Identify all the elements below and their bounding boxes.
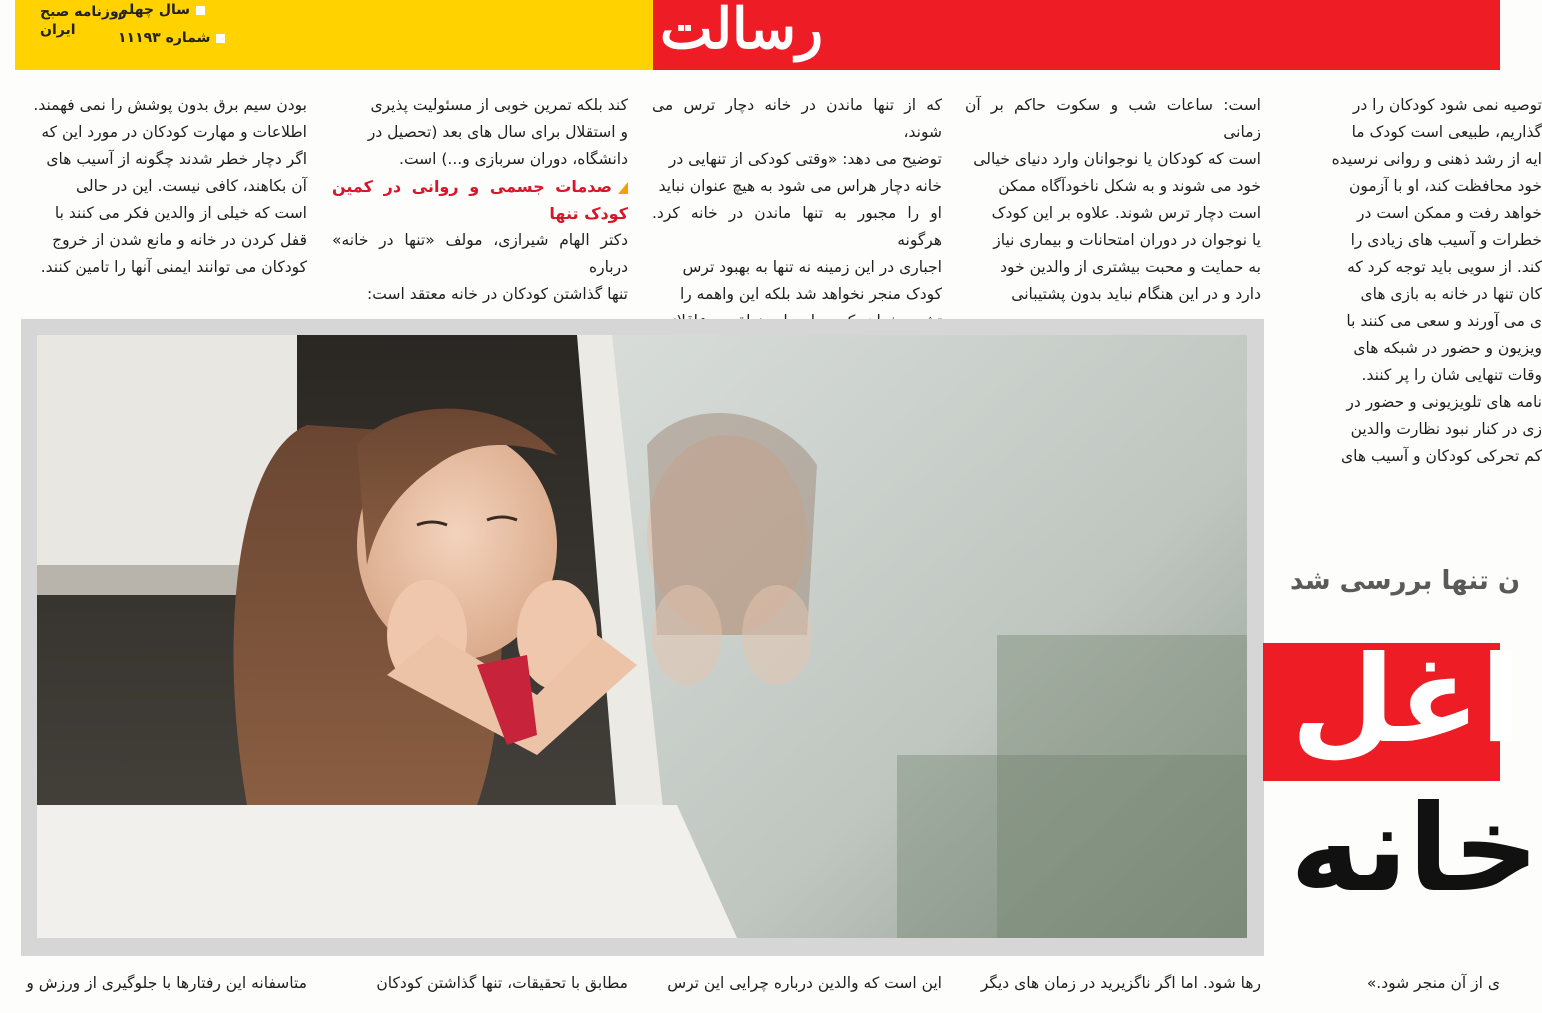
issue-row: [118, 30, 225, 46]
column-line: نامه های تلویزیونی و حضور در: [1346, 393, 1542, 411]
column-line: کودک منجر نخواهد شد بلکه این واهمه را: [679, 285, 942, 303]
column-line: کودکان می توانند ایمنی آنها را تامین کنند.: [40, 258, 307, 276]
subheading-text: صدمات جسمی و روانی در کمین کودک تنها: [332, 177, 628, 223]
girl-at-window-illustration: [37, 335, 1247, 938]
square-bullet-icon: [216, 34, 225, 43]
column-line: خود محافظت کند، او با آزمون: [1348, 177, 1542, 195]
column-line: دارد و در این هنگام نباید بدون پشتیبانی: [1011, 285, 1261, 303]
article-column-1: [15, 92, 307, 281]
column-line: یا نوجوان در دوران امتحانات و بیماری نیاز: [993, 231, 1261, 249]
year-row: [118, 2, 205, 18]
column-line: آن بکاهند، کافی نیست. این در حالی: [76, 177, 307, 195]
column-line: توصیه نمی شود کودکان را در: [1352, 96, 1542, 114]
bottom-column-2-line: مطابق با تحقیقات، تنها گذاشتن کودکان: [376, 974, 628, 992]
column-line: کم تحرکی کودکان و آسیب های: [1341, 447, 1542, 465]
column-line: خانه دچار هراس می شود به هیچ عنوان نباید: [658, 177, 942, 195]
column-line: او را مجبور به تنها ماندن در خانه کرد. هرگونه: [652, 204, 942, 249]
column-line: خواهد رفت و ممکن است در: [1357, 204, 1542, 222]
article-column-5: [1282, 92, 1542, 470]
column-line: اطلاعات و مهارت کودکان در مورد این که: [41, 123, 307, 141]
year-label: سال چهلم: [118, 2, 191, 18]
column-line: توضیح می دهد: «وقتی کودکی از تنهایی در: [668, 150, 942, 168]
column-line: است دچار ترس شوند. علاوه بر این کودک: [991, 204, 1261, 222]
column-line: است که خیلی از والدین فکر می کنند با: [54, 204, 307, 222]
newspaper-logo: رسالت: [660, 0, 824, 62]
column-line: ی می آورند و سعی می کنند با: [1346, 312, 1542, 330]
column-line: زی در کنار نبود نظارت والدین: [1350, 420, 1542, 438]
headline-kicker: ن تنها بررسی شد: [1290, 566, 1521, 596]
column-line: کند بلکه تمرین خوبی از مسئولیت پذیری: [370, 96, 628, 114]
bottom-column-1-line: متاسفانه این رفتارها با جلوگیری از ورزش و: [26, 974, 307, 992]
column-line: کان تنها در خانه به بازی های: [1360, 285, 1542, 303]
headline-black-text: خانه: [1290, 780, 1540, 919]
bottom-column-4-line: رها شود. اما اگر ناگزیرید در زمان های دیگر: [980, 974, 1261, 992]
section-subheading: [332, 173, 628, 227]
column-line: قفل کردن در خانه و مانع شدن از خروج: [52, 231, 307, 249]
column-line: است: ساعات شب و سکوت حاکم بر آن زمانی: [965, 96, 1261, 141]
column-line: خود می شوند و به شکل ناخودآگاه ممکن: [998, 177, 1261, 195]
bottom-column-3-line: این است که والدین درباره چرایی این ترس: [667, 974, 942, 992]
column-line: اگر دچار خطر شدند چگونه از آسیب های: [46, 150, 307, 168]
column-line: به حمایت و محبت بیشتری از والدین خود: [1000, 258, 1261, 276]
article-column-2: [332, 92, 628, 308]
column-line: بودن سیم برق بدون پوشش را نمی فهمند.: [33, 96, 307, 114]
column-line: خطرات و آسیب های زیادی را: [1350, 231, 1542, 249]
subhead-marker-icon: [618, 182, 628, 194]
bottom-column-5-line: ی از آن منجر شود.»: [1366, 974, 1500, 992]
column-line: است که کودکان یا نوجوانان وارد دنیای خیالی: [973, 150, 1261, 168]
headline-red-box: [1263, 631, 1522, 781]
brand-line-1: روزنامه صبح: [40, 4, 127, 20]
square-bullet-icon: [196, 6, 205, 15]
column-line: کند. از سویی باید توجه کرد که: [1347, 258, 1542, 276]
column-line: دکتر الهام شیرازی، مولف «تنها در خانه» درباره: [332, 231, 628, 276]
column-line: ایه از رشد ذهنی و روانی نرسیده: [1331, 150, 1542, 168]
column-line: اجباری در این زمینه نه تنها به بهبود ترس: [682, 258, 942, 276]
column-line: که از تنها ماندن در خانه دچار ترس می شوند،: [652, 96, 942, 141]
brand-line-2: ایران: [40, 22, 76, 38]
article-photo: [37, 335, 1247, 938]
article-column-4: [965, 92, 1261, 308]
article-column-3: [652, 92, 942, 335]
column-line: دانشگاه، دوران سربازی و...) است.: [399, 150, 628, 168]
column-line: وقات تنهایی شان را پر کنند.: [1361, 366, 1542, 384]
column-line: ویزیون و حضور در شبکه های: [1353, 339, 1542, 357]
column-line: و استقلال برای سال های بعد (تحصیل در: [367, 123, 628, 141]
column-line: گذاریم، طبیعی است کودک ما: [1351, 123, 1542, 141]
issue-number: شماره ۱۱۱۹۳: [118, 30, 211, 46]
headline-red-text: اغل: [1291, 631, 1522, 770]
column-line: تنها گذاشتن کودکان در خانه معتقد است:: [367, 285, 628, 303]
